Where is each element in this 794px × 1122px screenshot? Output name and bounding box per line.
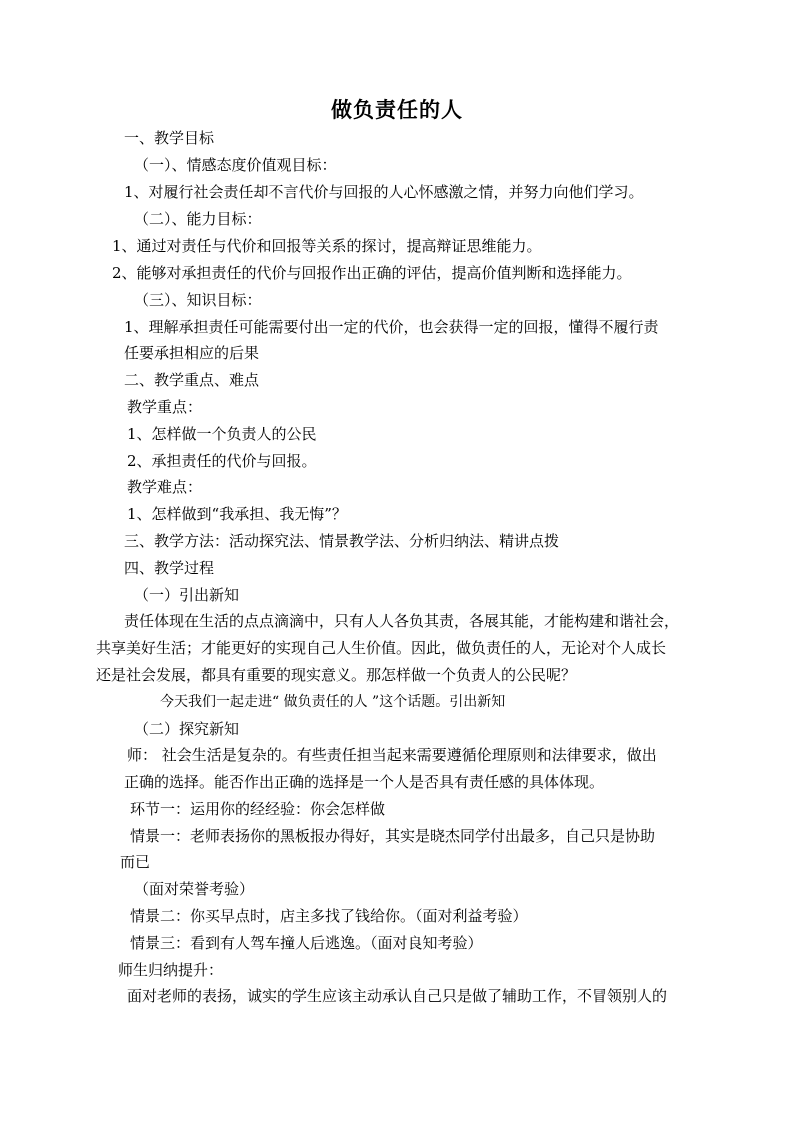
- paragraph-line: 教学难点：: [127, 478, 203, 496]
- document-title: 做负责任的人: [331, 97, 463, 122]
- paragraph-line: 1、对履行社会责任却不言代价与回报的人心怀感激之情，并努力向他们学习。: [124, 183, 644, 201]
- subheading-ability: （二）、能力目标：: [134, 210, 262, 228]
- paragraph-line: 师： 社会生活是复杂的。有些责任担当起来需要遵循伦理原则和法律要求，做出: [127, 746, 657, 764]
- section-heading-methods: 三、教学方法：活动探究法、情景教学法、分析归纳法、精讲点拨: [124, 532, 560, 550]
- paragraph-line: 情景一：老师表扬你的黑板报办得好，其实是晓杰同学付出最多，自己只是协助: [130, 827, 656, 845]
- paragraph-line: 2、能够对承担责任的代价与回报作出正确的评估，提高价值判断和选择能力。: [112, 264, 632, 282]
- paragraph-line: 正确的选择。能否作出正确的选择是一个人是否具有责任感的具体体现。: [124, 773, 605, 791]
- section-heading-objectives: 一、教学目标: [124, 129, 215, 147]
- paragraph-line: 1、通过对责任与代价和回报等关系的探讨，提高辩证思维能力。: [112, 237, 542, 255]
- paragraph-line: 责任体现在生活的点点滴滴中，只有人人各负其责，各展其能，才能构建和谐社会，: [124, 612, 680, 630]
- paragraph-line: 共享美好生活；才能更好的实现自己人生价值。因此，做负责任的人，无论对个人成长: [96, 639, 667, 657]
- section-heading-process: 四、教学过程: [124, 559, 215, 577]
- paragraph-line: 2、承担责任的代价与回报。: [127, 452, 317, 470]
- paragraph-line: 今天我们一起走进“ 做负责任的人 ”这个话题。引出新知: [160, 694, 506, 710]
- paragraph-line: 1、怎样做一个负责人的公民: [127, 425, 317, 443]
- paragraph-line: 师生归纳提升：: [118, 961, 224, 979]
- paragraph-line: 任要承担相应的后果: [124, 344, 260, 362]
- paragraph-line: 1、理解承担责任可能需要付出一定的代价，也会获得一定的回报，懂得不履行责: [124, 318, 659, 336]
- paragraph-line: （面对荣誉考验）: [134, 880, 255, 898]
- paragraph-line: 还是社会发展，都具有重要的现实意义。那怎样做一个负责人的公民呢？: [96, 666, 577, 684]
- paragraph-line: 而已: [120, 853, 151, 871]
- paragraph-line: 情景三：看到有人驾车撞人后逃逸。（面对良知考验）: [130, 934, 483, 952]
- subheading-introduce: （一）引出新知: [134, 586, 240, 604]
- section-heading-key-points: 二、教学重点、难点: [124, 371, 260, 389]
- paragraph-line: 教学重点：: [127, 398, 203, 416]
- subheading-values: （一）、情感态度价值观目标：: [134, 156, 337, 174]
- subheading-explore: （二）探究新知: [134, 720, 240, 738]
- paragraph-line: 面对老师的表扬，诚实的学生应该主动承认自己只是做了辅助工作，不冒领别人的: [127, 987, 668, 1005]
- subheading-knowledge: （三）、知识目标：: [134, 291, 262, 309]
- paragraph-line: 环节一：运用你的经经验：你会怎样做: [130, 800, 386, 818]
- paragraph-line: 1、怎样做到“我承担、我无悔”？: [127, 505, 347, 523]
- paragraph-line: 情景二：你买早点时，店主多找了钱给你。（面对利益考验）: [130, 907, 528, 925]
